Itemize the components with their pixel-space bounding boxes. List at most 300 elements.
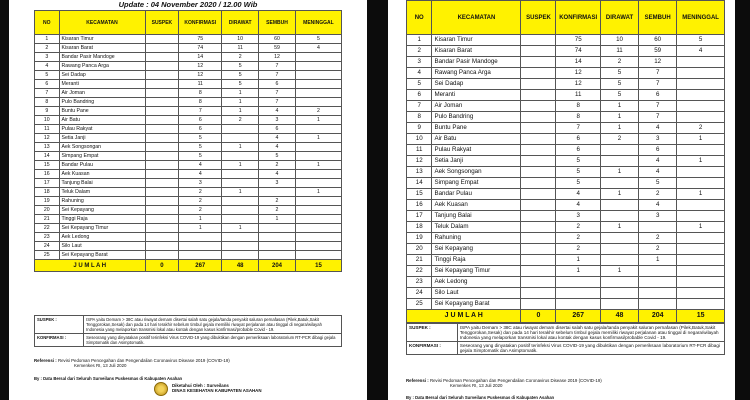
row-konfirmasi: 1 [556,255,601,266]
row-dirawat [222,206,259,215]
row-kecamatan: Teluk Dalam [59,188,145,197]
row-meninggal: 1 [677,222,725,233]
suspek-definition: ISPA yaitu Demam > 38C atau riwayat demam disertai salah satu gejala/tanda penyakit saluran pernafasan (Pilek,Batuk,Sakit Tenggorokan,Sesak) dan pada 14 hari terakhir sebelum timbul gejala memiliki riwayat perjalanan atau tinggal di negara/wilayah Indonesia yang melaporkan transmisi lokal atau kontak dengan kasus konfirmasi/probable Covid - 19. [84,316,342,334]
row-dirawat: 1 [600,266,638,277]
row-suspek [521,211,556,222]
row-dirawat: 1 [222,224,259,233]
row-dirawat [600,233,638,244]
row-kecamatan: Tinggi Raja [59,215,145,224]
row-no: 11 [407,145,432,156]
row-meninggal [677,68,725,79]
col-konfirmasi: KONFIRMASI [179,11,222,35]
row-suspek [521,189,556,200]
row-no: 19 [35,197,60,206]
row-meninggal [677,145,725,156]
row-konfirmasi: 75 [179,35,222,44]
row-dirawat [222,134,259,143]
row-sembuh: 7 [639,68,677,79]
row-konfirmasi: 2 [179,206,222,215]
row-suspek [521,46,556,57]
col-no: NO [407,1,432,35]
row-dirawat: 5 [222,62,259,71]
row-konfirmasi: 14 [179,53,222,62]
row-dirawat: 11 [222,44,259,53]
row-konfirmasi: 8 [556,101,601,112]
row-kecamatan: Bandar Pasir Mandoge [59,53,145,62]
row-no: 20 [35,206,60,215]
row-meninggal [295,170,341,179]
row-sembuh: 5 [259,152,296,161]
row-suspek [145,152,179,161]
row-suspek [521,299,556,310]
table-row [407,299,725,310]
table-row [35,161,342,170]
table-row [35,143,342,152]
row-konfirmasi [179,233,222,242]
row-no: 11 [35,125,60,134]
row-no: 15 [35,161,60,170]
table-header-row [35,11,342,35]
row-kecamatan: Pulau Rakyat [432,145,521,156]
row-sembuh: 7 [259,62,296,71]
row-sembuh: 3 [259,179,296,188]
table-row [35,170,342,179]
row-dirawat [222,179,259,188]
row-kecamatan: Aek Songsongan [432,167,521,178]
table-row [35,251,342,260]
row-kecamatan: Buntu Pane [432,123,521,134]
row-meninggal [295,242,341,251]
row-meninggal: 1 [677,156,725,167]
row-kecamatan: Rahuning [432,233,521,244]
row-konfirmasi: 7 [556,123,601,134]
row-kecamatan: Buntu Pane [59,107,145,116]
table-row [35,188,342,197]
row-suspek [145,125,179,134]
row-meninggal [295,98,341,107]
table-row [407,35,725,46]
data-source: By : Data Bersal dari Seluruh Surveilans Puskesmas di Kabupaten Asahan [406,395,555,400]
row-no: 7 [407,101,432,112]
report-sheet-left [9,0,367,400]
row-dirawat [600,277,638,288]
row-dirawat: 5 [600,79,638,90]
table-row [407,233,725,244]
row-dirawat [222,170,259,179]
row-meninggal [677,277,725,288]
row-meninggal: 5 [295,35,341,44]
table-row [35,233,342,242]
row-sembuh [259,251,296,260]
row-kecamatan: Sei Kepayang [59,206,145,215]
col-dirawat: DIRAWAT [600,1,638,35]
row-suspek [145,143,179,152]
table-row [407,101,725,112]
row-kecamatan: Kisaran Barat [432,46,521,57]
row-konfirmasi: 11 [179,80,222,89]
row-kecamatan: Rawang Panca Arga [432,68,521,79]
row-dirawat: 1 [222,161,259,170]
col-suspek: SUSPEK [145,11,179,35]
row-dirawat: 1 [600,189,638,200]
row-sembuh: 4 [259,107,296,116]
row-no: 22 [35,224,60,233]
row-meninggal: 2 [295,107,341,116]
konfirmasi-definition: Seseorang yang dinyatakan positif terinfeksi Virus COVID-19 yang dibuktikan dengan pemeriksaan laboratorium RT-PCR dibagi gejala Simptomatik dan Asimptomatik. [457,342,724,355]
row-no: 4 [407,68,432,79]
row-meninggal [295,80,341,89]
row-konfirmasi: 6 [179,125,222,134]
report-sheet-right [388,0,735,400]
row-konfirmasi: 3 [556,211,601,222]
konfirmasi-label: KONFIRMASI : [407,342,458,355]
row-sembuh [639,299,677,310]
table-row [35,71,342,80]
row-konfirmasi: 2 [556,222,601,233]
row-suspek [145,89,179,98]
table-row [35,107,342,116]
row-kecamatan: Kisaran Timur [432,35,521,46]
table-row [35,98,342,107]
row-sembuh: 5 [639,178,677,189]
row-sembuh: 12 [259,53,296,62]
row-sembuh [639,222,677,233]
row-konfirmasi: 2 [556,233,601,244]
row-sembuh: 7 [259,89,296,98]
row-dirawat [222,197,259,206]
row-no: 7 [35,89,60,98]
row-sembuh: 2 [639,244,677,255]
row-meninggal [295,152,341,161]
row-kecamatan: Bandar Pulau [59,161,145,170]
row-dirawat [600,299,638,310]
row-kecamatan: Tanjung Balai [432,211,521,222]
row-dirawat [600,200,638,211]
table-row [35,125,342,134]
row-meninggal [677,57,725,68]
table-row [407,156,725,167]
row-meninggal [295,179,341,188]
row-sembuh: 4 [639,123,677,134]
table-row [407,57,725,68]
row-kecamatan: Setia Janji [59,134,145,143]
row-dirawat [600,288,638,299]
row-sembuh [259,242,296,251]
suspek-label: SUSPEK : [407,324,458,342]
row-suspek [521,134,556,145]
table-row [35,44,342,53]
row-dirawat: 1 [222,98,259,107]
row-suspek [521,167,556,178]
reference-label: Referensi : [406,378,429,383]
row-kecamatan: Kisaran Barat [59,44,145,53]
row-suspek [521,145,556,156]
row-suspek [145,98,179,107]
row-dirawat: 1 [222,143,259,152]
table-row [407,145,725,156]
table-row [407,222,725,233]
row-no: 12 [407,156,432,167]
row-sembuh: 59 [259,44,296,53]
row-kecamatan: Sei Kepayang Timur [59,224,145,233]
row-suspek [521,255,556,266]
row-konfirmasi [556,288,601,299]
row-sembuh: 4 [259,143,296,152]
row-kecamatan: Aek Ledong [59,233,145,242]
row-dirawat: 1 [600,222,638,233]
row-meninggal [295,215,341,224]
row-dirawat: 11 [600,46,638,57]
row-suspek [145,62,179,71]
row-meninggal: 4 [677,46,725,57]
row-dirawat [222,215,259,224]
row-sembuh [639,266,677,277]
row-kecamatan: Sei Dadap [59,71,145,80]
row-no: 8 [407,112,432,123]
row-meninggal [295,89,341,98]
row-suspek [521,222,556,233]
row-sembuh: 2 [259,206,296,215]
table-row [35,224,342,233]
row-kecamatan: Sei Kepayang Timur [432,266,521,277]
row-dirawat [600,178,638,189]
row-sembuh: 6 [639,145,677,156]
definitions-box [34,315,342,347]
table-row [407,134,725,145]
row-konfirmasi: 5 [179,152,222,161]
row-meninggal [677,211,725,222]
row-kecamatan: Simpang Empat [432,178,521,189]
row-suspek [145,116,179,125]
row-sembuh [259,233,296,242]
reference [34,358,344,368]
row-konfirmasi: 6 [556,145,601,156]
row-meninggal [677,255,725,266]
row-meninggal [295,125,341,134]
row-meninggal [295,251,341,260]
row-sembuh: 60 [259,35,296,44]
row-meninggal: 1 [295,161,341,170]
table-row [35,62,342,71]
row-dirawat: 10 [600,35,638,46]
konfirmasi-label: KONFIRMASI : [35,334,84,347]
signature-block [172,383,262,393]
row-no: 2 [35,44,60,53]
row-kecamatan: Sei Dadap [432,79,521,90]
total-row [35,260,342,272]
table-row [407,244,725,255]
table-row [35,215,342,224]
row-konfirmasi [556,299,601,310]
row-sembuh: 7 [259,98,296,107]
row-konfirmasi: 8 [179,98,222,107]
row-dirawat [222,233,259,242]
row-kecamatan: Sei Kepayang Barat [432,299,521,310]
row-suspek [521,90,556,101]
row-no: 20 [407,244,432,255]
row-meninggal [677,266,725,277]
data-source: By : Data Bersal dari Seluruh Surveilans Puskesmas di Kabupaten Asahan [34,376,183,381]
row-sembuh: 4 [639,156,677,167]
table-row [407,189,725,200]
row-sembuh: 7 [639,112,677,123]
row-konfirmasi: 8 [179,89,222,98]
row-no: 23 [407,277,432,288]
col-meninggal: MENINGGAL [677,1,725,35]
row-no: 22 [407,266,432,277]
table-row [407,277,725,288]
row-suspek [145,197,179,206]
row-konfirmasi: 74 [556,46,601,57]
table-row [407,68,725,79]
row-meninggal [677,101,725,112]
row-sembuh: 7 [639,79,677,90]
row-meninggal: 4 [295,44,341,53]
row-kecamatan: Sei Kepayang [432,244,521,255]
row-meninggal [295,224,341,233]
row-sembuh: 2 [259,197,296,206]
signature-line-2: DINAS KESEHATAN KABUPATEN ASAHAN [172,388,262,393]
row-konfirmasi: 2 [179,188,222,197]
row-suspek [145,71,179,80]
row-konfirmasi: 7 [179,107,222,116]
row-no: 25 [407,299,432,310]
row-suspek [521,156,556,167]
row-konfirmasi: 2 [556,244,601,255]
row-konfirmasi: 14 [556,57,601,68]
row-meninggal: 2 [677,123,725,134]
row-no: 24 [407,288,432,299]
row-no: 3 [35,53,60,62]
row-suspek [145,179,179,188]
row-suspek [145,251,179,260]
row-dirawat [222,125,259,134]
update-timestamp: Update : 04 November 2020 / 12.00 Wib [118,0,258,9]
table-header-row [407,1,725,35]
row-suspek [521,200,556,211]
row-konfirmasi: 2 [179,197,222,206]
row-no: 12 [35,134,60,143]
total-dirawat: 48 [222,260,259,272]
row-kecamatan: Setia Janji [432,156,521,167]
row-konfirmasi: 11 [556,90,601,101]
row-meninggal [295,71,341,80]
row-kecamatan: Pulau Rakyat [59,125,145,134]
table-row [407,90,725,101]
table-row [35,152,342,161]
row-dirawat: 5 [222,71,259,80]
row-meninggal [677,79,725,90]
row-konfirmasi: 4 [556,200,601,211]
row-sembuh: 4 [259,134,296,143]
row-kecamatan: Tinggi Raja [432,255,521,266]
row-kecamatan: Meranti [432,90,521,101]
table-row [35,116,342,125]
row-meninggal: 1 [295,188,341,197]
row-meninggal [295,143,341,152]
row-suspek [521,79,556,90]
total-label: J U M L A H [35,260,146,272]
row-kecamatan: Silo Laut [59,242,145,251]
row-no: 21 [35,215,60,224]
row-konfirmasi: 5 [179,143,222,152]
row-kecamatan: Bandar Pulau [432,189,521,200]
row-dirawat: 1 [222,107,259,116]
row-suspek [521,277,556,288]
row-no: 16 [35,170,60,179]
total-suspek: 0 [145,260,179,272]
col-dirawat: DIRAWAT [222,11,259,35]
row-kecamatan: Pulo Bandring [432,112,521,123]
row-meninggal [677,233,725,244]
col-kecamatan: KECAMATAN [432,1,521,35]
col-konfirmasi: KONFIRMASI [556,1,601,35]
row-konfirmasi: 5 [179,134,222,143]
col-no: NO [35,11,60,35]
row-konfirmasi: 5 [556,156,601,167]
row-kecamatan: Bandar Pasir Mandoge [432,57,521,68]
signature-line-1: Diketahui Oleh : Surveilans [172,383,229,388]
total-row [407,310,725,323]
row-dirawat [600,244,638,255]
row-no: 14 [35,152,60,161]
row-no: 17 [35,179,60,188]
row-meninggal [295,197,341,206]
row-sembuh: 4 [639,167,677,178]
table-row [407,266,725,277]
row-suspek [145,170,179,179]
row-no: 17 [407,211,432,222]
row-dirawat: 5 [600,68,638,79]
col-suspek: SUSPEK [521,1,556,35]
row-dirawat [600,255,638,266]
row-suspek [145,215,179,224]
row-sembuh: 6 [259,125,296,134]
row-dirawat [222,251,259,260]
reference-revision: Kemenkes RI, 13 Juli 2020 [450,383,503,388]
row-suspek [145,161,179,170]
row-meninggal [295,206,341,215]
row-konfirmasi: 3 [179,179,222,188]
row-suspek [145,53,179,62]
row-suspek [521,288,556,299]
total-meninggal: 15 [295,260,341,272]
row-suspek [145,80,179,89]
row-konfirmasi [556,277,601,288]
row-kecamatan: Pulo Bandring [59,98,145,107]
table-row [407,79,725,90]
row-konfirmasi: 4 [179,170,222,179]
table-row [35,89,342,98]
row-suspek [521,57,556,68]
row-konfirmasi: 75 [556,35,601,46]
row-meninggal [677,200,725,211]
row-suspek [145,188,179,197]
col-sembuh: SEMBUH [259,11,296,35]
row-dirawat: 1 [600,112,638,123]
row-sembuh [639,277,677,288]
row-no: 24 [35,242,60,251]
konfirmasi-definition: Seseorang yang dinyatakan positif terinfeksi Virus COVID-19 yang dibuktikan dengan pemeriksaan laboratorium RT-PCR dibagi gejala Simptomatik dan Asimptomatik. [84,334,342,347]
row-sembuh [259,224,296,233]
total-dirawat: 48 [600,310,638,323]
table-row [407,112,725,123]
row-suspek [145,44,179,53]
row-sembuh: 7 [639,101,677,112]
row-no: 21 [407,255,432,266]
table-row [35,53,342,62]
row-dirawat [600,211,638,222]
